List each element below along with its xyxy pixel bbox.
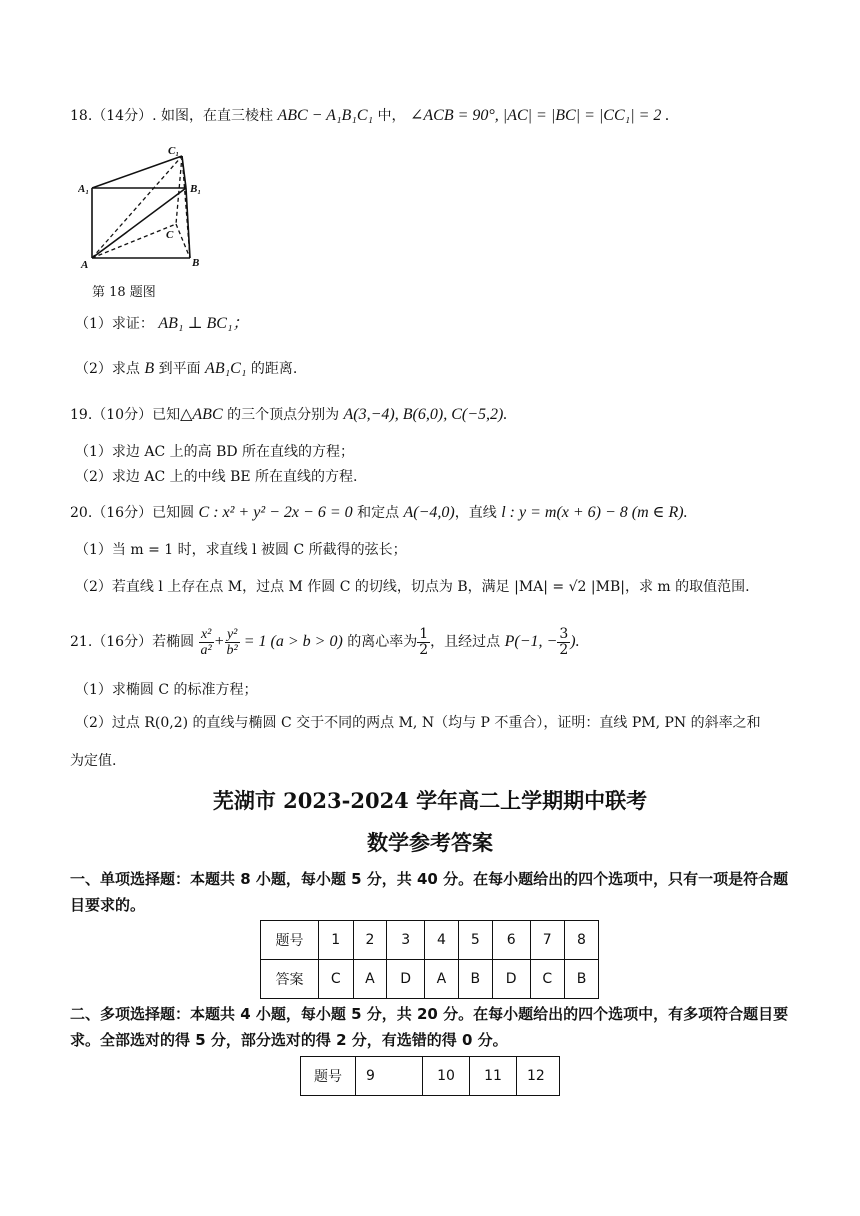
q18-part2-b: B — [144, 360, 155, 377]
label-a1: A₁ — [78, 183, 90, 195]
q20-part1: （1）当 m = 1 时，求直线 l 被圆 C 所截得的弦长； — [75, 542, 407, 558]
table-cell: 3 — [387, 921, 425, 960]
q19-stem — [70, 405, 507, 425]
q21-head: 21.（16分）若椭圆 — [70, 634, 195, 650]
q18-part2-d: AB₁C₁ — [205, 360, 247, 377]
table-cell: D — [387, 960, 425, 999]
q19-mid: 的三个顶点分别为 — [222, 407, 344, 423]
table-cell: 12 — [517, 1057, 560, 1096]
figure-caption: 第 18 题图 — [92, 285, 156, 300]
q20-stem — [70, 503, 688, 523]
table-cell: C — [319, 960, 354, 999]
table-cell: 9 — [356, 1057, 423, 1096]
q20-mid2: ，直线 — [454, 505, 502, 521]
table-cell: 8 — [565, 921, 599, 960]
table-row — [301, 1057, 560, 1096]
q18-stem — [70, 106, 669, 126]
q20-point: A(−4,0) — [403, 504, 455, 521]
table-cell: 2 — [353, 921, 387, 960]
label-b: B — [192, 257, 200, 269]
table-cell: A — [425, 960, 459, 999]
table-row — [261, 921, 599, 960]
answer-table-single — [260, 920, 599, 999]
label-c1: C₁ — [168, 145, 180, 157]
q21-frac-y: $\frac{\text{y²}}{\text{b²}}$ — [226, 626, 238, 658]
q19-triangle: △ABC — [180, 406, 223, 423]
q19-head: 19.（10分）已知 — [70, 407, 181, 423]
table-cell: B — [565, 960, 599, 999]
q18-part2-c: 到平面 — [154, 361, 206, 377]
q18-mid: 中， — [373, 108, 406, 124]
q21-part2-cont: 为定值. — [70, 753, 117, 769]
table-label: 题号 — [301, 1057, 356, 1096]
table-cell: 5 — [458, 921, 492, 960]
q18-head: 18.（14分）. 如图，在直三棱柱 — [70, 108, 273, 124]
table-cell: B — [458, 960, 492, 999]
table-cell: 7 — [530, 921, 565, 960]
table-label: 题号 — [261, 921, 319, 960]
q18-part2-a: （2）求点 — [75, 361, 145, 377]
table-cell: 1 — [319, 921, 354, 960]
label-b1: B₁ — [190, 183, 202, 195]
table-cell: 10 — [423, 1057, 470, 1096]
prism-figure — [78, 140, 218, 272]
q21-mid1: 的离心率为 — [342, 634, 418, 650]
answer-table-multi — [300, 1056, 560, 1096]
q19-part2: （2）求边 AC 上的中线 BE 所在直线的方程. — [75, 469, 358, 485]
label-c: C — [166, 229, 174, 241]
q18-part1 — [75, 314, 249, 334]
q20-line: l : y = m(x + 6) − 8 (m ∈ R). — [501, 504, 688, 521]
section-1-heading: 一、单项选择题：本题共 8 小题，每小题 5 分，共 40 分。在每小题给出的四个选项中，只有一项是符合题目要求的。 — [70, 870, 789, 914]
answer-title: 芜湖市 2023-2024 学年高二上学期期中联考 — [212, 788, 648, 813]
q21-part2: （2）过点 R(0,2) 的直线与椭圆 C 交于不同的两点 M, N（均与 P 不重合），证明：直线 PM, PN 的斜率之和 — [75, 715, 761, 731]
q19-points: A(3,−4), B(6,0), C(−5,2). — [343, 406, 508, 423]
q20-part2: （2）若直线 l 上存在点 M，过点 M 作圆 C 的切线，切点为 B，满足 |MA| = √2 |MB|，求 m 的取值范围. — [75, 579, 750, 595]
q18-part1-math: AB₁ ⊥ BC₁； — [158, 315, 249, 332]
q18-part1-text: （1）求证： — [75, 316, 154, 332]
table-cell: A — [353, 960, 387, 999]
q18-condition: ∠ACB = 90°, |AC| = |BC| = |CC₁| = 2 . — [409, 107, 670, 124]
table-cell: 11 — [470, 1057, 517, 1096]
q18-prism: ABC − A₁B₁C₁ — [277, 107, 374, 124]
table-cell: 6 — [492, 921, 530, 960]
q21-frac-x: $\frac{\text{x²}}{\text{a²}}$ — [200, 626, 212, 658]
q21-point-pre: P(−1, − — [504, 633, 558, 650]
section-2-heading: 二、多项选择题：本题共 4 小题，每小题 5 分，共 20 分。在每小题给出的四个选项中，有多项符合题目要求。全部选对的得 5 分，部分选对的得 2 分，有选错的得 0 分。 — [70, 1005, 789, 1049]
q18-part2 — [75, 359, 297, 379]
answer-subtitle: 数学参考答案 — [367, 830, 493, 855]
q21-frac-half: $\frac{1}{2}$ — [419, 625, 429, 658]
table-cell: C — [530, 960, 565, 999]
table-cell: 4 — [425, 921, 459, 960]
table-label: 答案 — [261, 960, 319, 999]
q21-point-post: ). — [570, 633, 580, 650]
table-cell: D — [492, 960, 530, 999]
q20-head: 20.（16分）已知圆 — [70, 505, 199, 521]
label-a: A — [81, 259, 89, 271]
q21-mid2: ，且经过点 — [430, 634, 505, 650]
q18-part2-e: 的距离. — [246, 361, 298, 377]
q21-part1: （1）求椭圆 C 的标准方程； — [75, 682, 258, 698]
q20-circle: C : x² + y² − 2x − 6 = 0 — [198, 504, 353, 521]
q20-mid1: 和定点 — [352, 505, 404, 521]
q21-stem: 21.（16分）若椭圆 $\frac{\text{x²}}{\text{a²}}$ + $\frac{\text{y²}}{\text{b²}}$ = 1 (a > b > 0) 的离心率为 $\frac{1}{2}$ ，且经过点 P(−1, − $\frac{3}{2}$ ). — [70, 625, 580, 658]
q19-part1: （1）求边 AC 上的高 BD 所在直线的方程； — [75, 444, 355, 460]
q21-frac-32: $\frac{3}{2}$ — [559, 625, 569, 658]
table-row — [261, 960, 599, 999]
q21-eq-tail: = 1 (a > b > 0) — [239, 633, 343, 650]
